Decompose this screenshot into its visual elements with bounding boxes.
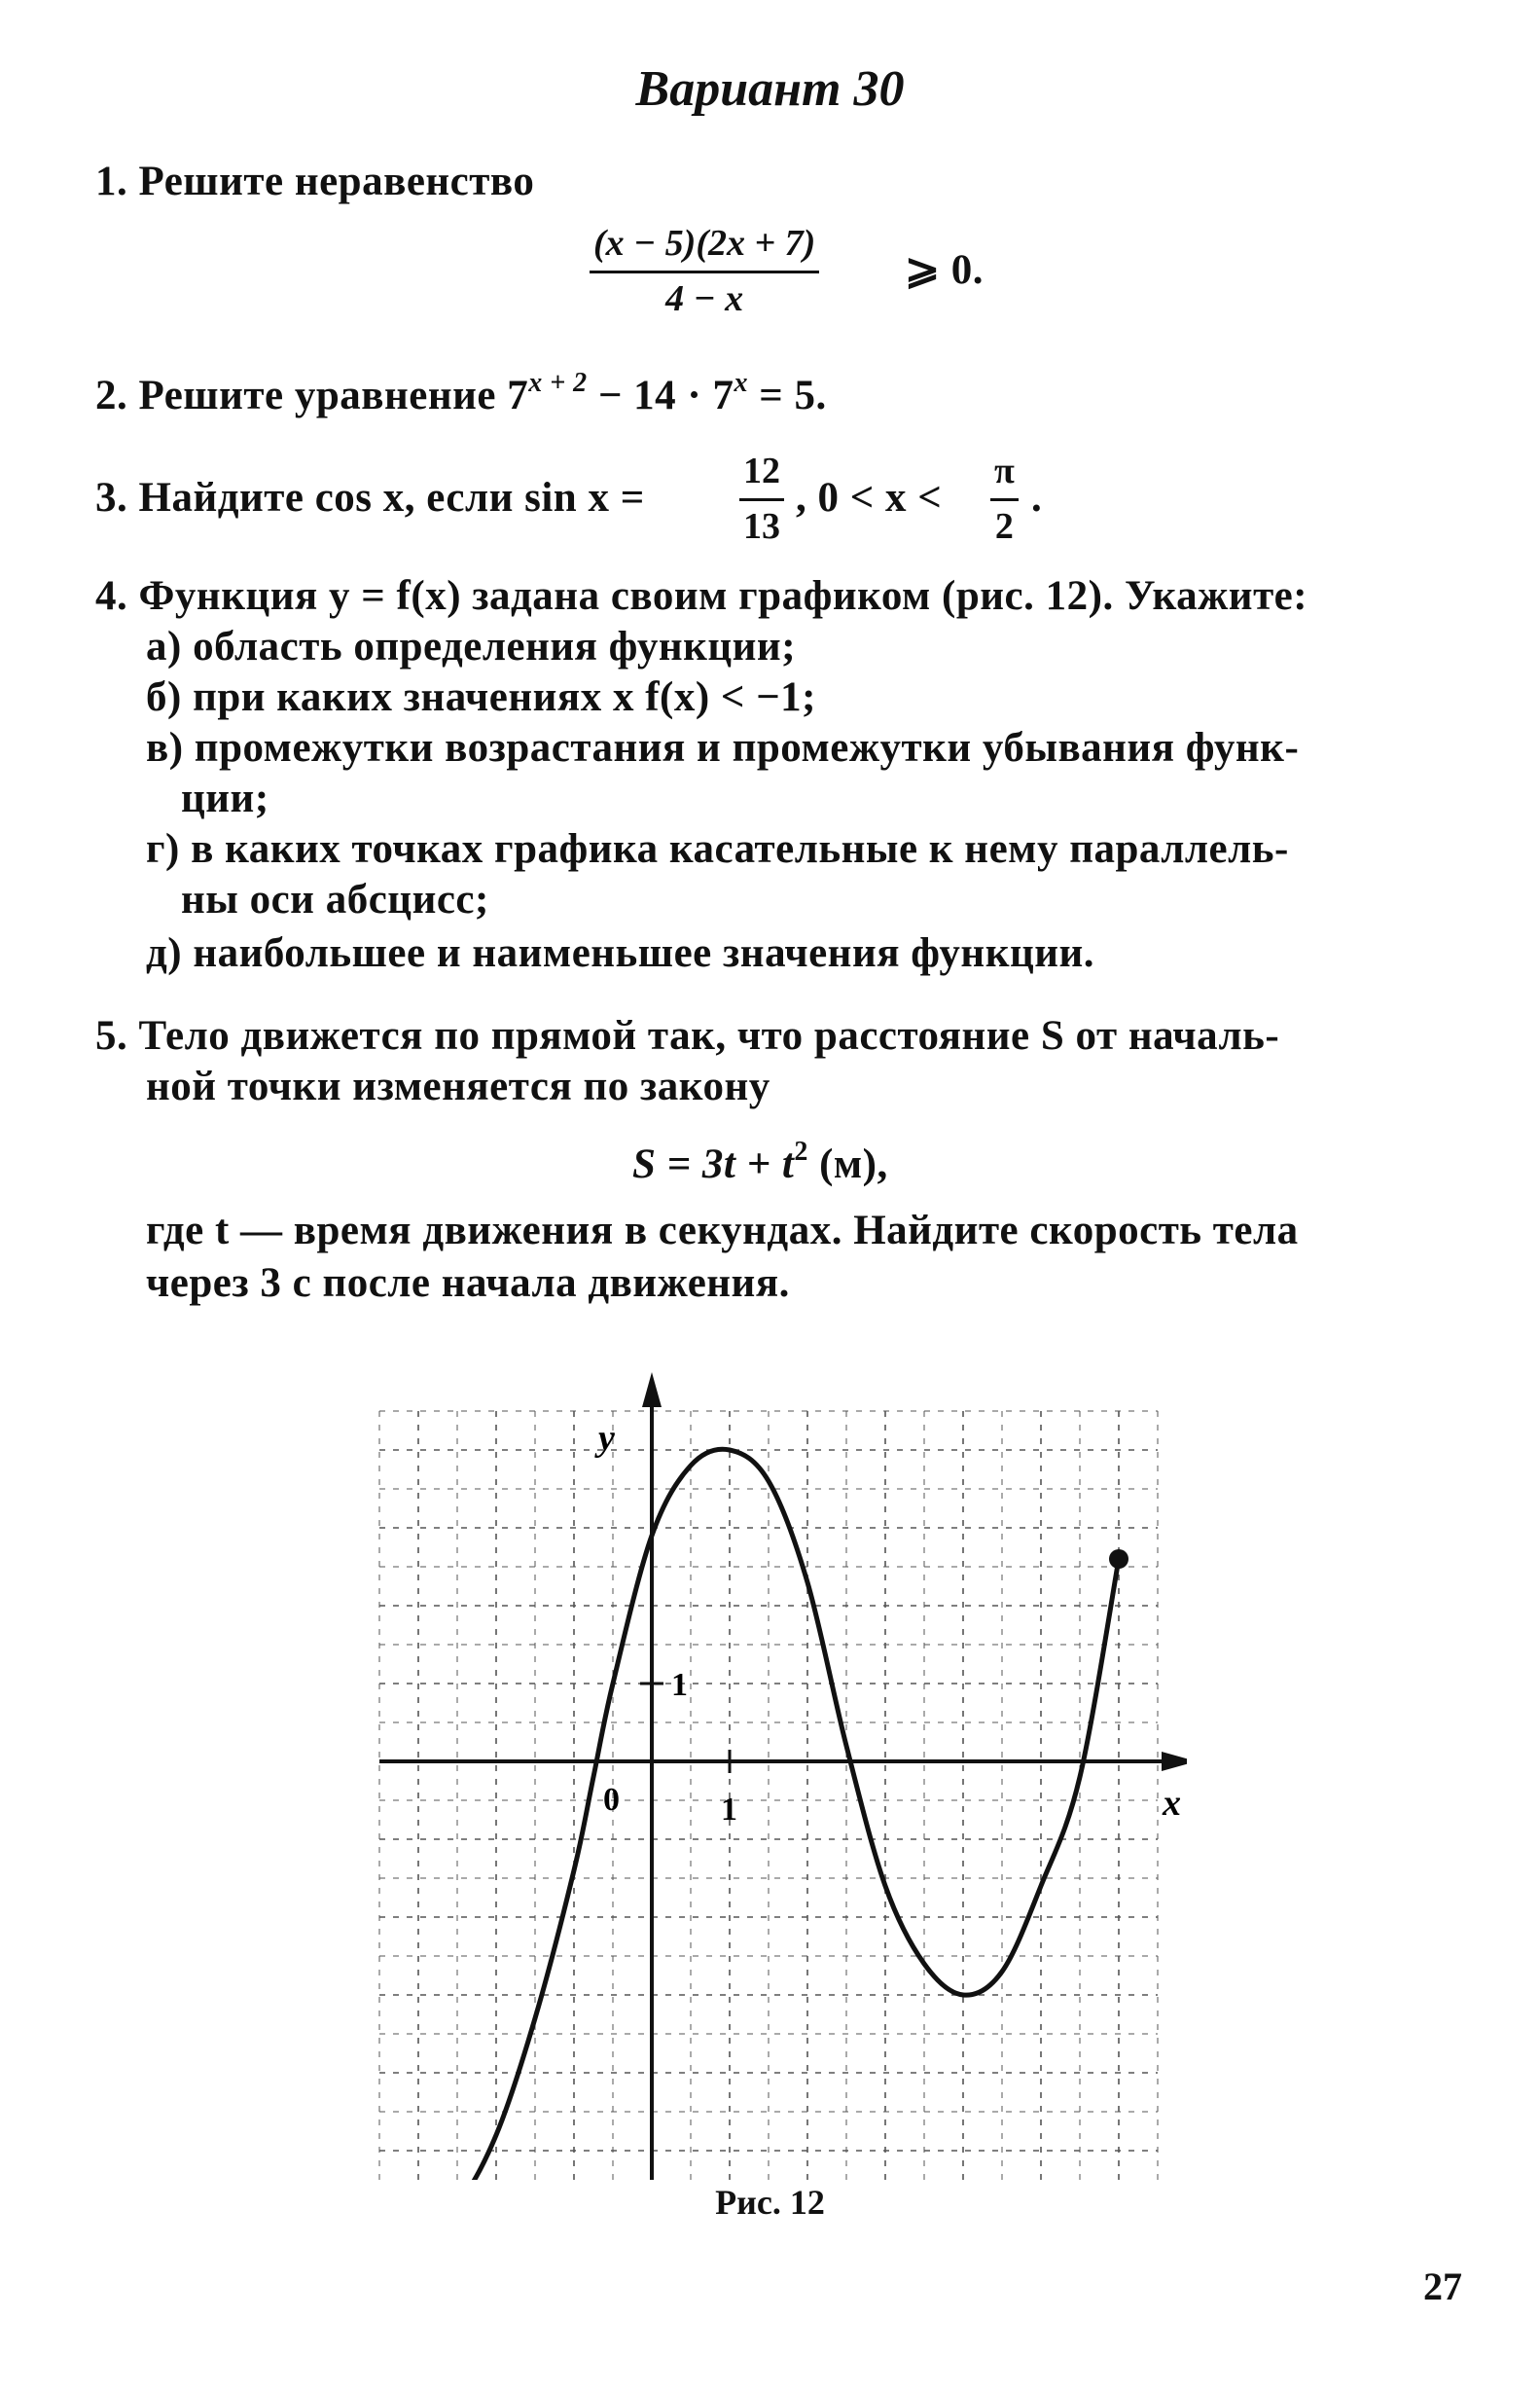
problem-1-numerator: (x − 5)(2x + 7) — [590, 222, 819, 273]
problem-4-text: Функция y = f(x) задана своим графиком (рис. 12). Укажите: — [138, 573, 1308, 619]
end-point — [1109, 1549, 1128, 1569]
problem-5-formula — [632, 1137, 888, 1188]
problem-3-text: Найдите cos x, если sin x = — [138, 475, 645, 521]
figure-caption: Рис. 12 — [715, 2183, 825, 2222]
problem-5-line-4: через 3 с после начала движения. — [146, 1260, 790, 1306]
function-graph — [350, 1353, 1187, 2180]
problem-3-line — [95, 474, 645, 522]
problem-5-line-2: ной точки изменяется по закону — [146, 1064, 770, 1109]
problem-1-number: 1. — [95, 159, 128, 204]
x-axis-arrow-icon — [1162, 1752, 1187, 1771]
problem-2-exponent-2: x — [734, 368, 749, 398]
problem-1-text: Решите неравенство — [138, 159, 535, 204]
problem-2-text: Решите уравнение — [138, 373, 496, 418]
problem-4-line — [95, 572, 1307, 620]
problem-4-item-c-cont: ции; — [181, 776, 269, 821]
problem-2-tail: = 5. — [748, 373, 827, 418]
page-number: 27 — [1423, 2264, 1462, 2308]
problem-3-condition: , 0 < x < — [796, 475, 943, 521]
problem-3-frac-num: 12 — [739, 450, 784, 501]
graph-axes — [379, 1372, 1187, 2180]
problem-4-item-c: в) промежутки возрастания и промежутки убывания функ- — [146, 725, 1300, 771]
problem-3-number: 3. — [95, 475, 128, 521]
problem-2-base: 7 — [507, 373, 529, 418]
y-axis-arrow-icon — [642, 1372, 662, 1407]
problem-4-item-e: д) наибольшее и наименьшее значения функции. — [146, 930, 1095, 976]
x-tick-label: 1 — [721, 1792, 737, 1828]
problem-2-middle: − 14 · 7 — [587, 373, 734, 418]
problem-4-number: 4. — [95, 573, 128, 619]
problem-3-pi-den: 2 — [994, 506, 1014, 547]
problem-3-pi-num: π — [990, 450, 1019, 501]
x-axis-label: x — [1163, 1783, 1181, 1824]
y-axis-label: y — [598, 1418, 615, 1459]
y-tick-label: 1 — [671, 1667, 688, 1703]
problem-3-pi-fraction — [990, 450, 1019, 548]
problem-5-formula-a: S = 3t + t — [632, 1141, 795, 1187]
problem-5-formula-b: (м), — [807, 1141, 888, 1187]
problem-3-end: . — [1031, 475, 1043, 521]
problem-4-item-b: б) при каких значениях x f(x) < −1; — [146, 674, 816, 720]
variant-title: Вариант 30 — [635, 61, 905, 117]
problem-2-number: 2. — [95, 373, 128, 418]
problem-5-formula-exp: 2 — [794, 1137, 808, 1167]
origin-label: 0 — [603, 1782, 620, 1818]
graph-grid — [379, 1411, 1158, 2180]
problem-1-relation: ⩾ 0. — [905, 247, 985, 293]
problem-5-line-3: где t — время движения в секундах. Найдите скорость тела — [146, 1208, 1299, 1253]
problem-5-number: 5. — [95, 1013, 128, 1059]
problem-5-text-1: Тело движется по прямой так, что расстояние S от началь- — [138, 1013, 1280, 1059]
problem-2-exponent-1: x + 2 — [528, 368, 588, 398]
problem-2-line — [95, 368, 827, 419]
problem-1-fraction — [590, 222, 819, 320]
problem-1-denominator: 4 − x — [665, 278, 744, 319]
problem-4-item-a: а) область определения функции; — [146, 624, 797, 670]
problem-3-fraction — [739, 450, 784, 548]
problem-5-line-1 — [95, 1012, 1279, 1060]
problem-4-item-d-cont: ны оси абсцисс; — [181, 877, 489, 923]
problem-1-line — [95, 158, 534, 205]
problem-4-item-d: г) в каких точках графика касательные к нему параллель- — [146, 826, 1289, 872]
problem-3-frac-den: 13 — [743, 506, 780, 547]
